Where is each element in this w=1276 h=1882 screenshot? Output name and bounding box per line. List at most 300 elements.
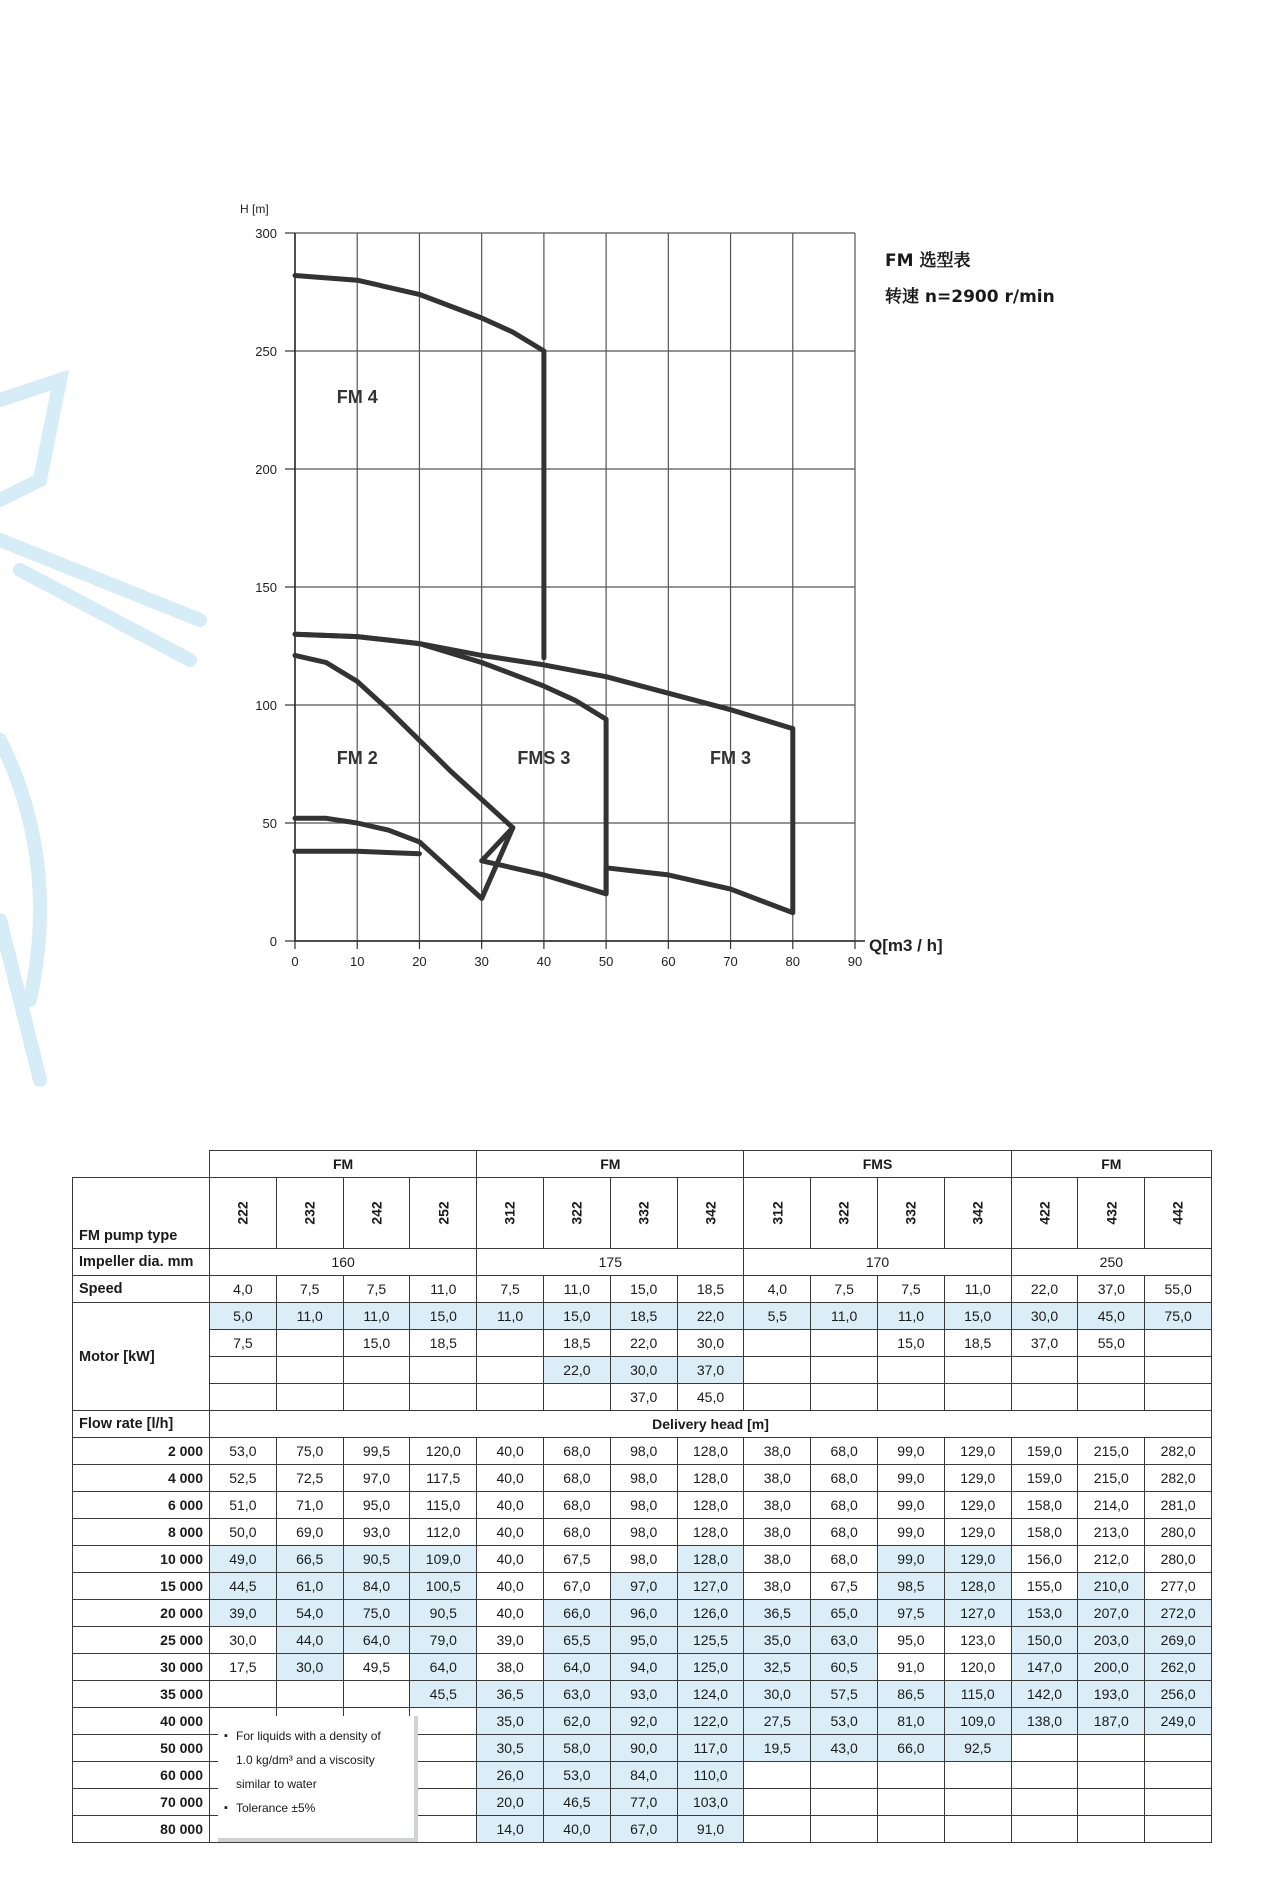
head-value: 30,0 [744, 1681, 811, 1708]
pump-type-value: 222 [234, 1201, 251, 1225]
table-row [73, 1573, 1212, 1600]
motor-row [73, 1384, 1212, 1411]
head-value: 128,0 [677, 1546, 744, 1573]
head-value: 109,0 [944, 1708, 1011, 1735]
speed-value: 7,5 [477, 1276, 544, 1303]
motor-value [1011, 1357, 1078, 1384]
head-value: 90,5 [410, 1600, 477, 1627]
pump-group-header: FMS [744, 1151, 1011, 1178]
table-row [73, 1465, 1212, 1492]
flow-rate-value: 40 000 [73, 1708, 210, 1735]
pump-type-cell [477, 1178, 544, 1249]
head-value: 60,5 [811, 1654, 878, 1681]
head-value: 92,5 [944, 1735, 1011, 1762]
motor-value [276, 1357, 343, 1384]
y-axis-label: H [m] [240, 202, 269, 216]
group-header-row [73, 1151, 1212, 1178]
pump-type-value: 332 [635, 1201, 652, 1225]
motor-value: 75,0 [1145, 1303, 1212, 1330]
pump-type-row [73, 1178, 1212, 1249]
impeller-value: 175 [477, 1249, 744, 1276]
head-value: 129,0 [944, 1546, 1011, 1573]
head-value: 35,0 [744, 1627, 811, 1654]
head-value: 280,0 [1145, 1519, 1212, 1546]
head-value: 64,0 [343, 1627, 410, 1654]
pump-type-cell [410, 1178, 477, 1249]
head-value: 98,5 [878, 1573, 945, 1600]
head-value: 158,0 [1011, 1492, 1078, 1519]
head-value: 40,0 [477, 1573, 544, 1600]
impeller-label: Impeller dia. mm [73, 1249, 210, 1276]
head-value [811, 1789, 878, 1816]
head-value: 98,0 [610, 1546, 677, 1573]
head-value: 126,0 [677, 1600, 744, 1627]
flow-rate-value: 35 000 [73, 1681, 210, 1708]
head-value: 98,0 [610, 1465, 677, 1492]
head-value: 129,0 [944, 1465, 1011, 1492]
head-value: 156,0 [1011, 1546, 1078, 1573]
flow-rate-value: 80 000 [73, 1816, 210, 1843]
head-value [744, 1789, 811, 1816]
head-value: 122,0 [677, 1708, 744, 1735]
head-value [811, 1762, 878, 1789]
head-value: 99,0 [878, 1465, 945, 1492]
flow-rate-value: 4 000 [73, 1465, 210, 1492]
head-value: 49,0 [210, 1546, 277, 1573]
head-value: 99,0 [878, 1546, 945, 1573]
x-tick-label: 10 [349, 954, 365, 969]
motor-value [878, 1384, 945, 1411]
region-label: FM 4 [336, 386, 378, 407]
region-label: FM 2 [336, 748, 378, 768]
pump-type-cell [878, 1178, 945, 1249]
motor-value [343, 1384, 410, 1411]
pump-type-value: 342 [969, 1201, 986, 1225]
motor-value: 22,0 [677, 1303, 744, 1330]
pump-type-value: 432 [1103, 1201, 1120, 1225]
head-value: 117,5 [410, 1465, 477, 1492]
head-value: 112,0 [410, 1519, 477, 1546]
x-axis-label: Q[m3 / h] [869, 936, 943, 955]
head-value [944, 1789, 1011, 1816]
table-row [73, 1546, 1212, 1573]
motor-label: Motor [kW] [73, 1303, 210, 1411]
table-row [73, 1492, 1212, 1519]
motor-value [410, 1384, 477, 1411]
head-value [878, 1789, 945, 1816]
pump-group-header: FM [210, 1151, 477, 1178]
head-value: 129,0 [944, 1438, 1011, 1465]
pump-curve-5 [295, 851, 419, 853]
corner-cell [73, 1151, 210, 1178]
head-value: 92,0 [610, 1708, 677, 1735]
pump-type-value: 312 [502, 1201, 519, 1225]
x-tick-label: 60 [661, 954, 676, 969]
pump-type-cell [1145, 1178, 1212, 1249]
flow-rate-value: 20 000 [73, 1600, 210, 1627]
y-tick-label: 200 [255, 462, 277, 477]
head-value: 214,0 [1078, 1492, 1145, 1519]
head-value: 155,0 [1011, 1573, 1078, 1600]
head-value: 75,0 [276, 1438, 343, 1465]
pump-type-cell [1011, 1178, 1078, 1249]
head-value: 19,5 [744, 1735, 811, 1762]
motor-value [1145, 1357, 1212, 1384]
motor-value: 18,5 [944, 1330, 1011, 1357]
selection-table-title: FM 选型表 [885, 251, 971, 271]
head-value: 75,0 [343, 1600, 410, 1627]
speed-value: 7,5 [343, 1276, 410, 1303]
motor-value: 37,0 [610, 1384, 677, 1411]
y-tick-label: 50 [262, 816, 277, 831]
head-value [1078, 1762, 1145, 1789]
head-value: 94,0 [610, 1654, 677, 1681]
head-value: 123,0 [944, 1627, 1011, 1654]
pump-type-cell [1078, 1178, 1145, 1249]
motor-value [1011, 1384, 1078, 1411]
head-value: 97,0 [610, 1573, 677, 1600]
head-value: 36,5 [744, 1600, 811, 1627]
speed-value: 4,0 [210, 1276, 277, 1303]
head-value: 67,5 [544, 1546, 611, 1573]
motor-value: 37,0 [1011, 1330, 1078, 1357]
head-value: 66,0 [544, 1600, 611, 1627]
head-value: 282,0 [1145, 1465, 1212, 1492]
head-value [1145, 1735, 1212, 1762]
speed-value: 7,5 [811, 1276, 878, 1303]
head-value [1078, 1789, 1145, 1816]
pump-type-cell [276, 1178, 343, 1249]
head-value: 159,0 [1011, 1438, 1078, 1465]
y-tick-label: 300 [255, 226, 277, 241]
speed-value: 55,0 [1145, 1276, 1212, 1303]
speed-value: 4,0 [744, 1276, 811, 1303]
head-value [1011, 1735, 1078, 1762]
motor-value: 15,0 [343, 1330, 410, 1357]
head-value: 129,0 [944, 1492, 1011, 1519]
impeller-value: 160 [210, 1249, 477, 1276]
head-value: 138,0 [1011, 1708, 1078, 1735]
motor-value: 5,0 [210, 1303, 277, 1330]
head-value: 127,0 [944, 1600, 1011, 1627]
y-tick-label: 0 [269, 934, 277, 949]
speed-row [73, 1276, 1212, 1303]
motor-row [73, 1303, 1212, 1330]
head-value: 99,0 [878, 1492, 945, 1519]
y-tick-label: 100 [255, 698, 277, 713]
pump-type-value: 442 [1170, 1201, 1187, 1225]
x-tick-label: 20 [412, 954, 427, 969]
head-value: 272,0 [1145, 1600, 1212, 1627]
head-value: 128,0 [944, 1573, 1011, 1600]
flow-rate-value: 8 000 [73, 1519, 210, 1546]
head-value: 64,0 [410, 1654, 477, 1681]
head-value: 99,5 [343, 1438, 410, 1465]
head-value: 40,0 [477, 1600, 544, 1627]
head-value: 38,0 [477, 1654, 544, 1681]
head-value: 90,5 [343, 1546, 410, 1573]
head-value: 110,0 [677, 1762, 744, 1789]
notes-list [218, 1724, 414, 1820]
head-value: 68,0 [544, 1438, 611, 1465]
head-value: 128,0 [677, 1492, 744, 1519]
motor-row [73, 1330, 1212, 1357]
head-value: 68,0 [811, 1519, 878, 1546]
head-value: 81,0 [878, 1708, 945, 1735]
x-tick-label: 0 [291, 954, 299, 969]
head-value: 54,0 [276, 1600, 343, 1627]
motor-value: 22,0 [544, 1357, 611, 1384]
pump-type-label: FM pump type [73, 1178, 210, 1249]
head-value: 86,5 [878, 1681, 945, 1708]
head-value: 99,0 [878, 1519, 945, 1546]
head-value: 66,0 [878, 1735, 945, 1762]
head-value: 93,0 [343, 1519, 410, 1546]
head-value [276, 1681, 343, 1708]
head-value: 97,5 [878, 1600, 945, 1627]
head-value [1145, 1789, 1212, 1816]
x-tick-label: 80 [785, 954, 801, 969]
motor-value: 30,0 [1011, 1303, 1078, 1330]
motor-value: 22,0 [610, 1330, 677, 1357]
motor-value: 18,5 [544, 1330, 611, 1357]
pump-type-value: 242 [368, 1201, 385, 1225]
motor-value [811, 1357, 878, 1384]
head-value: 262,0 [1145, 1654, 1212, 1681]
head-value: 91,0 [677, 1816, 744, 1843]
head-value: 93,0 [610, 1681, 677, 1708]
x-tick-label: 40 [536, 954, 552, 969]
head-value: 281,0 [1145, 1492, 1212, 1519]
head-value: 62,0 [544, 1708, 611, 1735]
head-value: 187,0 [1078, 1708, 1145, 1735]
pump-type-cell [210, 1178, 277, 1249]
head-value [410, 1789, 477, 1816]
head-value: 39,0 [210, 1600, 277, 1627]
speed-value: 37,0 [1078, 1276, 1145, 1303]
flow-rate-value: 70 000 [73, 1789, 210, 1816]
head-value: 40,0 [477, 1492, 544, 1519]
head-value: 249,0 [1145, 1708, 1212, 1735]
motor-value [477, 1357, 544, 1384]
pump-type-cell [944, 1178, 1011, 1249]
region-label: FM 3 [710, 748, 752, 768]
head-value: 53,0 [544, 1762, 611, 1789]
motor-value [276, 1384, 343, 1411]
y-tick-label: 250 [255, 344, 277, 359]
pump-type-value: 422 [1036, 1201, 1053, 1225]
head-value: 68,0 [811, 1438, 878, 1465]
head-value: 142,0 [1011, 1681, 1078, 1708]
pump-group-header: FM [1011, 1151, 1211, 1178]
flow-rate-value: 10 000 [73, 1546, 210, 1573]
head-value: 44,0 [276, 1627, 343, 1654]
motor-value [477, 1384, 544, 1411]
pump-type-value: 252 [435, 1201, 452, 1225]
head-value [944, 1816, 1011, 1843]
head-value: 117,0 [677, 1735, 744, 1762]
motor-value: 11,0 [477, 1303, 544, 1330]
impeller-value: 250 [1011, 1249, 1211, 1276]
head-value: 128,0 [677, 1465, 744, 1492]
head-value [410, 1762, 477, 1789]
head-value: 66,5 [276, 1546, 343, 1573]
speed-value: 15,0 [610, 1276, 677, 1303]
head-value: 30,5 [477, 1735, 544, 1762]
head-value: 27,5 [744, 1708, 811, 1735]
head-value [410, 1708, 477, 1735]
delivery-head-label: Delivery head [m] [210, 1411, 1212, 1438]
head-value: 17,5 [210, 1654, 277, 1681]
impeller-row [73, 1249, 1212, 1276]
flow-rate-value: 50 000 [73, 1735, 210, 1762]
motor-value: 30,0 [677, 1330, 744, 1357]
head-value: 67,0 [610, 1816, 677, 1843]
pump-type-value: 332 [902, 1201, 919, 1225]
pump-type-cell [811, 1178, 878, 1249]
head-value: 79,0 [410, 1627, 477, 1654]
motor-value [811, 1384, 878, 1411]
notes-box [218, 1716, 418, 1842]
head-value: 20,0 [477, 1789, 544, 1816]
head-value: 63,0 [544, 1681, 611, 1708]
pump-type-cell [343, 1178, 410, 1249]
head-value: 49,5 [343, 1654, 410, 1681]
head-value: 99,0 [878, 1438, 945, 1465]
head-value [744, 1816, 811, 1843]
head-value: 58,0 [544, 1735, 611, 1762]
head-value: 213,0 [1078, 1519, 1145, 1546]
head-value: 212,0 [1078, 1546, 1145, 1573]
motor-value [1145, 1384, 1212, 1411]
x-tick-label: 50 [598, 954, 614, 969]
head-value: 45,5 [410, 1681, 477, 1708]
head-value: 125,0 [677, 1654, 744, 1681]
head-value [1145, 1816, 1212, 1843]
motor-value: 18,5 [610, 1303, 677, 1330]
motor-value [878, 1357, 945, 1384]
head-value: 44,5 [210, 1573, 277, 1600]
motor-value: 55,0 [1078, 1330, 1145, 1357]
head-value: 30,0 [276, 1654, 343, 1681]
head-value: 53,0 [210, 1438, 277, 1465]
head-value: 120,0 [944, 1654, 1011, 1681]
motor-value [1078, 1384, 1145, 1411]
head-value: 90,0 [610, 1735, 677, 1762]
motor-row [73, 1357, 1212, 1384]
head-value [1011, 1816, 1078, 1843]
head-value: 200,0 [1078, 1654, 1145, 1681]
head-value [410, 1816, 477, 1843]
head-value: 38,0 [744, 1519, 811, 1546]
pump-type-value: 312 [769, 1201, 786, 1225]
chart-side-title [885, 243, 1055, 315]
head-value: 84,0 [343, 1573, 410, 1600]
head-value [811, 1816, 878, 1843]
head-value: 38,0 [744, 1492, 811, 1519]
head-value [1078, 1816, 1145, 1843]
head-value: 38,0 [744, 1546, 811, 1573]
head-value: 97,0 [343, 1465, 410, 1492]
table-row [73, 1438, 1212, 1465]
motor-value: 7,5 [210, 1330, 277, 1357]
head-value: 38,0 [744, 1573, 811, 1600]
head-value: 124,0 [677, 1681, 744, 1708]
head-value: 68,0 [544, 1492, 611, 1519]
head-value: 150,0 [1011, 1627, 1078, 1654]
head-value: 100,5 [410, 1573, 477, 1600]
motor-value: 11,0 [276, 1303, 343, 1330]
head-value: 210,0 [1078, 1573, 1145, 1600]
x-tick-label: 90 [847, 954, 863, 969]
head-value [744, 1762, 811, 1789]
head-value: 40,0 [477, 1546, 544, 1573]
head-value: 159,0 [1011, 1465, 1078, 1492]
head-value: 40,0 [544, 1816, 611, 1843]
head-value: 40,0 [477, 1438, 544, 1465]
head-value: 65,0 [811, 1600, 878, 1627]
region-label: FMS 3 [517, 748, 571, 768]
table-row [73, 1681, 1212, 1708]
motor-value: 37,0 [677, 1357, 744, 1384]
head-value: 65,5 [544, 1627, 611, 1654]
motor-value: 11,0 [811, 1303, 878, 1330]
head-value: 35,0 [477, 1708, 544, 1735]
pump-group-header: FM [477, 1151, 744, 1178]
head-value: 68,0 [544, 1519, 611, 1546]
head-value: 51,0 [210, 1492, 277, 1519]
head-value: 277,0 [1145, 1573, 1212, 1600]
pump-curve-4 [295, 818, 513, 898]
head-value [878, 1816, 945, 1843]
head-value: 68,0 [811, 1546, 878, 1573]
head-value: 215,0 [1078, 1438, 1145, 1465]
table-row [73, 1654, 1212, 1681]
head-value: 120,0 [410, 1438, 477, 1465]
head-value: 103,0 [677, 1789, 744, 1816]
head-value: 26,0 [477, 1762, 544, 1789]
table-row [73, 1627, 1212, 1654]
flow-header-row [73, 1411, 1212, 1438]
head-value: 64,0 [544, 1654, 611, 1681]
head-value [1145, 1762, 1212, 1789]
table-row [73, 1519, 1212, 1546]
speed-value: 11,0 [544, 1276, 611, 1303]
note-item: 1.0 kg/dm³ and a viscosity [236, 1753, 375, 1767]
head-value: 215,0 [1078, 1465, 1145, 1492]
flow-rate-value: 15 000 [73, 1573, 210, 1600]
head-value: 67,0 [544, 1573, 611, 1600]
pump-type-cell [544, 1178, 611, 1249]
impeller-value: 170 [744, 1249, 1011, 1276]
motor-value: 30,0 [610, 1357, 677, 1384]
head-value: 71,0 [276, 1492, 343, 1519]
speed-note: 转速 n=2900 r/min [885, 287, 1055, 307]
head-value: 109,0 [410, 1546, 477, 1573]
note-item: ▪ Tolerance ±5% [236, 1796, 414, 1820]
motor-value [1078, 1357, 1145, 1384]
head-value [944, 1762, 1011, 1789]
head-value: 67,5 [811, 1573, 878, 1600]
motor-value: 15,0 [878, 1330, 945, 1357]
head-value: 128,0 [677, 1438, 744, 1465]
motor-value: 15,0 [944, 1303, 1011, 1330]
x-tick-label: 70 [723, 954, 738, 969]
head-value: 39,0 [477, 1627, 544, 1654]
head-value: 40,0 [477, 1465, 544, 1492]
head-value: 68,0 [811, 1492, 878, 1519]
head-value: 269,0 [1145, 1627, 1212, 1654]
